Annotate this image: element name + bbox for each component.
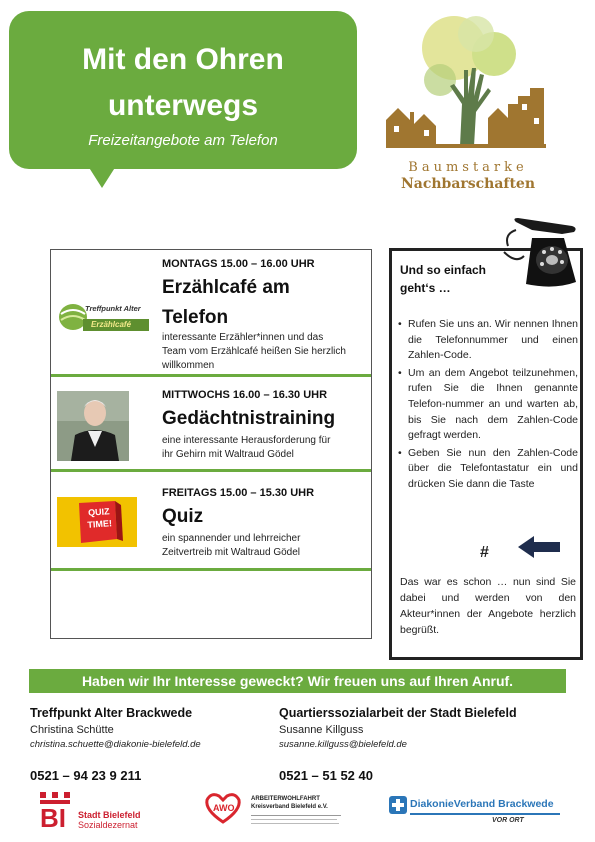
slot-desc-erzaehlcafe	[162, 331, 367, 373]
slot-title-erzaehlcafe-1: Erzählcafé am	[162, 277, 290, 298]
logo-word-baumstarke: Baumstarke	[408, 160, 528, 175]
step-item: • Um an dem Angebot teilzunehmen, rufen Sie die Ihnen genannte Telefon-nummer an und warten ab, bis Sie nach dem Zahlen-Code gefragt werden.	[398, 366, 578, 444]
divider	[51, 469, 371, 472]
quiz-text-line: TIME!	[87, 518, 113, 530]
arrow-left-icon	[516, 534, 562, 560]
contact-email[interactable]: susanne.killguss@bielefeld.de	[279, 739, 407, 750]
stadt-mark-letters: BI	[40, 803, 66, 833]
bubble-tail	[88, 166, 116, 188]
slot-time-friday: FREITAGS 15.00 – 15.30 UHR	[162, 487, 315, 499]
contact-org: Treffpunkt Alter Brackwede	[30, 706, 193, 720]
title-line-1: Mit den Ohren	[82, 43, 284, 76]
slot-desc-quiz	[162, 532, 367, 560]
desc-line: ihr Gehirn mit Waltraud Gödel	[162, 449, 294, 460]
diakonieverband-logo	[388, 795, 563, 829]
contact-email[interactable]: christina.schuette@diakonie-bielefeld.de	[30, 739, 201, 750]
diakonie-tagline: VOR ORT	[492, 817, 524, 824]
quiz-badge-text	[86, 505, 112, 531]
interest-banner: Haben wir Ihr Interesse geweckt? Wir freuen uns auf Ihren Anruf.	[29, 669, 566, 693]
baumstarke-logo	[384, 8, 552, 194]
slot-time-monday: MONTAGS 15.00 – 16.00 UHR	[162, 258, 315, 270]
tree-houses-icon	[384, 8, 552, 158]
desc-line: interessante Erzähler*innen und das	[162, 332, 324, 343]
telephone-icon	[502, 216, 588, 290]
desc-line: willkommen	[162, 360, 215, 371]
contact-org: Quartierssozialarbeit der Stadt Bielefeld	[279, 706, 517, 720]
awo-line: ARBEITERWOHLFAHRT	[251, 796, 320, 802]
logo-text-treffpunkt: Treffpunkt Alter	[85, 304, 141, 313]
awo-text	[251, 795, 328, 811]
desc-line: eine interessante Herausforderung für	[162, 435, 331, 446]
contact-phone[interactable]: 0521 – 51 52 40	[279, 768, 373, 783]
how-to-box	[389, 248, 583, 660]
quiz-text-line: QUIZ	[87, 506, 110, 518]
diakonie-cross-icon	[388, 795, 408, 815]
stadt-text	[78, 810, 141, 830]
contact-treffpunkt	[30, 704, 280, 752]
schedule-box	[50, 249, 372, 639]
diakonie-rule	[410, 813, 560, 815]
slot-title-gedaechtnis: Gedächtnistraining	[162, 408, 336, 429]
page-subtitle: Freizeitangebote am Telefon	[88, 132, 278, 149]
step-item: • Geben Sie nun den Zahlen-Code über die Telefontastatur ein und drücken Sie dann die Taste	[398, 446, 578, 493]
step-item: • Rufen Sie uns an. Wir nennen Ihnen die Telefonnummer und einen Zahlen-Code.	[398, 317, 578, 364]
stadt-line: Sozialdezernat	[78, 820, 138, 830]
divider	[51, 374, 371, 377]
treffpunkt-erzaehlcafe-logo	[57, 300, 151, 332]
logo-word-nachbarschaften: Nachbarschaften	[400, 176, 536, 192]
desc-line: ein spannender und lehrreicher	[162, 533, 301, 544]
heading-line: Und so einfach	[400, 263, 487, 277]
heading-line: geht‘s …	[400, 281, 451, 295]
diakonie-name: DiakonieVerband Brackwede	[410, 798, 554, 810]
portrait-photo	[57, 391, 129, 461]
awo-mark-text: AWO	[213, 803, 235, 813]
contact-person: Susanne Killguss	[279, 724, 364, 736]
title-line-2: unterwegs	[107, 89, 259, 122]
contact-stadt	[279, 704, 529, 752]
awo-fineprint	[251, 812, 351, 824]
divider	[51, 568, 371, 571]
slot-title-quiz: Quiz	[162, 506, 204, 527]
stadt-line: Stadt Bielefeld	[78, 810, 141, 820]
logo-text-erzaehlcafe: Erzählcafé	[91, 320, 132, 329]
awo-logo	[203, 792, 353, 832]
person-photo-icon	[57, 391, 129, 461]
quiz-time-image	[57, 497, 137, 547]
desc-line: Zeitvertreib mit Waltraud Gödel	[162, 547, 301, 558]
slot-desc-gedaechtnis	[162, 434, 367, 462]
slot-title-erzaehlcafe-2: Telefon	[162, 307, 229, 328]
contact-person: Christina Schütte	[30, 724, 114, 736]
how-to-heading	[400, 261, 510, 297]
page-title	[9, 37, 357, 129]
hash-key: #	[480, 544, 489, 561]
stadt-bielefeld-logo	[38, 792, 158, 836]
awo-line: Kreisverband Bielefeld e.V.	[251, 804, 328, 810]
header-bubble	[9, 11, 357, 169]
contact-phone[interactable]: 0521 – 94 23 9 211	[30, 768, 142, 783]
slot-time-wednesday: MITTWOCHS 16.00 – 16.30 UHR	[162, 389, 328, 401]
how-to-steps	[398, 317, 578, 495]
desc-line: Team vom Erzählcafé heißen Sie herzlich	[162, 346, 346, 357]
how-to-closing: Das war es schon … nun sind Sie dabei und werden von den Akteur*innen der Angebote herzlich begrüßt.	[400, 576, 576, 636]
